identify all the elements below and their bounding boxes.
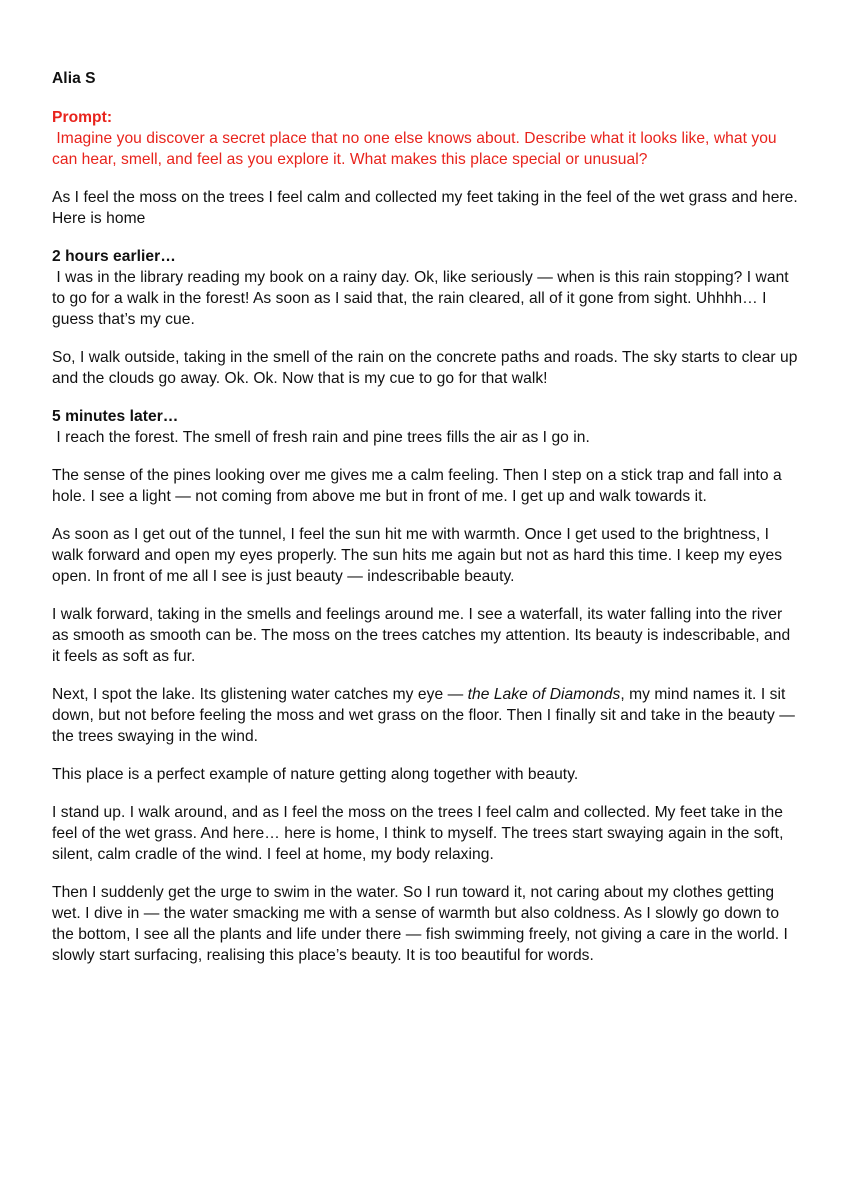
paragraph-8-part-b: , my mind names it. I sit down, but not before feeling the moss and wet grass on the floor. Then I finally sit and take in the beauty — the trees swaying in the wind.	[52, 686, 795, 745]
paragraph-6: As soon as I get out of the tunnel, I feel the sun hit me with warmth. Once I get used to the brightness, I walk forward and open my eyes properly. The sun hits me again but not as hard this time. I keep my eyes open. In front of me all I see is just beauty — indescribable beauty.	[52, 526, 783, 585]
paragraph-8	[52, 684, 800, 747]
paragraph-7: I walk forward, taking in the smells and feelings around me. I see a waterfall, its water falling into the river as smooth as smooth can be. The moss on the trees catches my attention. Its beauty is indescribable, and it feels as soft as fur.	[52, 606, 791, 665]
prompt-heading: Prompt:	[52, 109, 113, 126]
paragraph-8-part-a: Next, I spot the lake. Its glistening water catches my eye —	[52, 686, 468, 703]
lake-name-italic: the Lake of Diamonds	[467, 686, 621, 703]
paragraph-9: This place is a perfect example of nature getting along together with beauty.	[52, 766, 579, 783]
paragraph-2	[52, 246, 800, 330]
paragraph-10: I stand up. I walk around, and as I feel the moss on the trees I feel calm and collected. My feet take in the feel of the wet grass. And here… here is home, I think to myself. The trees start swaying again in the soft, silent, calm cradle of the wind. I feel at home, my body relaxing.	[52, 804, 784, 863]
paragraph-3: So, I walk outside, taking in the smell of the rain on the concrete paths and roads. The sky starts to clear up and the clouds go away. Ok. Ok. Now that is my cue to go for that walk!	[52, 349, 798, 387]
paragraph-4	[52, 406, 800, 448]
paragraph-2-text: I was in the library reading my book on a rainy day. Ok, like seriously — when is this rain stopping? I want to go for a walk in the forest! As soon as I said that, the rain cleared, all of it gone from sight. Uhhhh… I guess that’s my cue.	[52, 269, 794, 328]
paragraph-1: As I feel the moss on the trees I feel calm and collected my feet taking in the feel of the wet grass and here. Here is home	[52, 189, 798, 227]
paragraph-4-text: I reach the forest. The smell of fresh rain and pine trees fills the air as I go in.	[52, 429, 590, 446]
prompt-text: Imagine you discover a secret place that no one else knows about. Describe what it looks like, what you can hear, smell, and feel as you explore it. What makes this place special or unusual?	[52, 130, 782, 168]
author-name: Alia S	[52, 70, 96, 87]
prompt-block	[52, 107, 800, 170]
paragraph-11: Then I suddenly get the urge to swim in the water. So I run toward it, not caring about my clothes getting wet. I dive in — the water smacking me with a sense of warmth but also coldness. As I slowly go down to the bottom, I see all the plants and life under there — fish swimming freely, not giving a care in the world. I slowly start surfacing, realising this place’s beauty. It is too beautiful for words.	[52, 884, 788, 964]
paragraph-5: The sense of the pines looking over me gives me a calm feeling. Then I step on a stick trap and fall into a hole. I see a light — not coming from above me but in front of me. I get up and walk towards it.	[52, 467, 782, 505]
time-heading-5-minutes: 5 minutes later…	[52, 408, 179, 425]
time-heading-2-hours: 2 hours earlier…	[52, 248, 176, 265]
